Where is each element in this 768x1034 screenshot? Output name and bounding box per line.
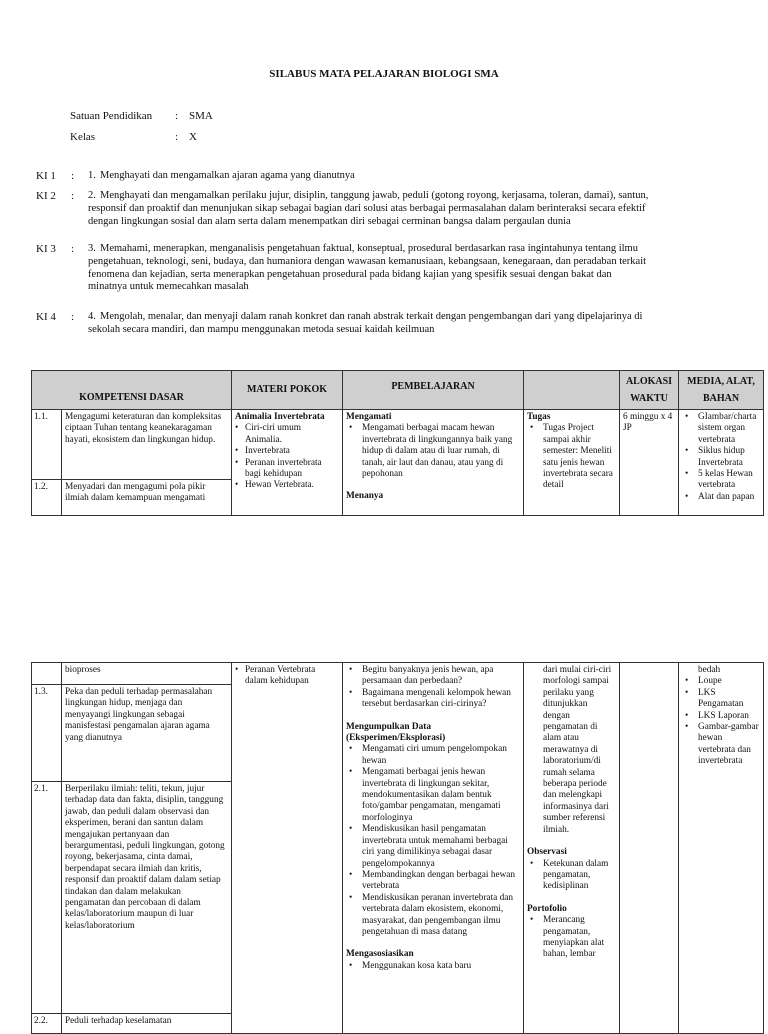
kd-text: Peka dan peduli terhadap permasalahan lingkungan hidup, menjaga dan menyayangi lingkungan sebagai manisfestasi pengamalan ajaran agama yang dianutnya bbox=[62, 685, 232, 782]
kd-text: Menyadari dan mengagumi pola pikir ilmiah dalam kemampuan mengamati bbox=[62, 480, 232, 516]
ki-4-text: Mengolah, menalar, dan menyaji dalam ranah konkret dan ranah abstrak terkait dengan pengembangan dari yang dipelajarinya di sekolah secara mandiri, dan mampu menggunakan metoda sesuai kaidah keilmuan bbox=[88, 311, 643, 335]
kd-number: 1.2. bbox=[32, 480, 62, 516]
alokasi-waktu-cell bbox=[620, 663, 679, 1034]
ki-3-num: 3. bbox=[88, 243, 96, 254]
kd-number: 2.2. bbox=[32, 1014, 62, 1034]
meta-value-kelas: X bbox=[189, 131, 197, 143]
media-cell: bedah • Loupe • LKS Pengamatan • LKS Laporan • Gambar-gambar hewan vertebrata dan invertebrata bbox=[679, 663, 764, 1034]
ki-4-sep: : bbox=[71, 311, 75, 323]
ki-1-num: 1. bbox=[88, 170, 96, 181]
syllabus-table-page-2 bbox=[31, 662, 764, 1034]
header-alokasi-waktu: ALOKASI WAKTU bbox=[620, 371, 679, 410]
materi-pokok-cell: • Peranan Vertebrata dalam kehidupan bbox=[232, 663, 343, 1034]
ki-1-text: Menghayati dan mengamalkan ajaran agama yang dianutnya bbox=[100, 170, 355, 181]
syllabus-table-page-1 bbox=[31, 370, 764, 516]
kd-text: Peduli terhadap keselamatan bbox=[62, 1014, 232, 1034]
pembelajaran-cell: • Begitu banyaknya jenis hewan, apa persamaan dan perbedaan? • Bagaimana mengenali kelompok hewan tersebut berdasarkan ciri-cirinya? Mengumpulkan Data (Eksperimen/Eksplorasi) • Mengamati ciri umum pengelompokan hewan • Mengamati berbagai jenis hewan invertebrata di lingkungan sekitar, mendokumentasikan dalam bentuk foto/gambar pengamatan, mengamati morfologinya • Mendiskusikan hasil pengamatan invertebrata untuk memahami berbagai ciri yang dimilikinya sebagai dasar pengelompokannya • Membandingkan dengan berbagai hewan vertebrata • Mendiskusikan peranan invertebrata dan vertebrata dalam ekosistem, ekonomi, masyarakat, dan pengembangan ilmu pengetahuan di masa datang Mengasosiasikan • Menggunakan kosa kata baru bbox=[343, 663, 524, 1034]
ki-2-text: Menghayati dan mengamalkan perilaku jujur, disiplin, tanggung jawab, peduli (gotong royong, kerjasama, toleran, damai), santun, responsif dan proaktif dan menunjukan sikap sebagai bagian dari solusi atas berbagai permasalahan dalam berinteraksi secara efektif dengan lingkungan sosial dan alam serta dalam menempatkan diri sebagai cerminan bangsa dalam pergaulan dunia bbox=[88, 190, 649, 227]
kd-number: 1.3. bbox=[32, 685, 62, 782]
alokasi-waktu-cell: 6 minggu x 4 JP bbox=[620, 410, 679, 516]
header-kompetensi-dasar: KOMPETENSI DASAR bbox=[32, 371, 232, 410]
kd-number bbox=[32, 663, 62, 685]
pembelajaran-cell: Mengamati • Mengamati berbagai macam hewan invertebrata di lingkungannya baik yang hidup di dalam atau di luar rumah, di tanah, air laut dan danau, atau yang di pepohonan Menanya bbox=[343, 410, 524, 516]
ki-2-label: KI 2 bbox=[36, 190, 56, 202]
ki-2-sep: : bbox=[71, 190, 75, 202]
materi-pokok-cell: Animalia Invertebrata • Ciri-ciri umum Animalia. • Invertebrata • Peranan invertebrata bagi kehidupan • Hewan Vertebrata. bbox=[232, 410, 343, 516]
meta-sep-satuan: : bbox=[175, 110, 179, 122]
header-media-alat-bahan: MEDIA, ALAT, BAHAN bbox=[679, 371, 764, 410]
kd-number: 1.1. bbox=[32, 410, 62, 480]
kd-text: bioproses bbox=[62, 663, 232, 685]
media-cell: • GIambar/charta sistem organ vertebrata • Siklus hidup Invertebrata • 5 kelas Hewan vertebrata • Alat dan papan bbox=[679, 410, 764, 516]
ki-3-sep: : bbox=[71, 243, 75, 255]
ki-4-num: 4. bbox=[88, 311, 96, 322]
ki-3-label: KI 3 bbox=[36, 243, 56, 255]
header-penilaian bbox=[524, 371, 620, 410]
ki-3-text: Memahami, menerapkan, menganalisis pengetahuan faktual, konseptual, prosedural berdasarkan rasa ingintahunya tentang ilmu pengetahuan, teknologi, seni, budaya, dan humaniora dengan wawasan kemanusiaan, kebangsaan, kenegaraan, dan peradaban terkait fenomena dan kejadian, serta menerapkan pengetahuan prosedural pada bidang kajian yang spesifik sesuai dengan bakat dan minatnya untuk memecahkan masalah bbox=[88, 243, 647, 293]
header-pembelajaran: PEMBELAJARAN bbox=[343, 371, 524, 410]
meta-label-satuan: Satuan Pendidikan bbox=[70, 110, 153, 122]
ki-1-label: KI 1 bbox=[36, 170, 56, 182]
ki-1-sep: : bbox=[71, 170, 75, 182]
meta-label-kelas: Kelas bbox=[70, 131, 96, 143]
meta-value-satuan: SMA bbox=[189, 110, 213, 122]
penilaian-cell: dari mulai ciri-ciri morfologi sampai perilaku yang ditunjukkan dengan pengamatan di alam atau merawatnya di laboratorium/di rumah selama beberapa periode dan melengkapi informasinya dari sumber referensi ilmiah. Observasi • Ketekunan dalam pengamatan, kedisiplinan Portofolio • Merancang pengamatan, menyiapkan alat bahan, lembar bbox=[524, 663, 620, 1034]
ki-4-label: KI 4 bbox=[36, 311, 56, 323]
ki-2-num: 2. bbox=[88, 190, 96, 201]
header-materi-pokok: MATERI POKOK bbox=[232, 371, 343, 410]
kd-number: 2.1. bbox=[32, 782, 62, 1014]
kd-text: Mengagumi keteraturan dan kompleksitas ciptaan Tuhan tentang keanekaragaman hayati, ekosistem dan lingkungan hidup. bbox=[62, 410, 232, 480]
penilaian-cell: Tugas • Tugas Project sampai akhir semester: Meneliti satu jenis hewan invertebrata secara detail bbox=[524, 410, 620, 516]
page-title: SILABUS MATA PELAJARAN BIOLOGI SMA bbox=[269, 68, 499, 80]
meta-sep-kelas: : bbox=[175, 131, 179, 143]
kd-text: Berperilaku ilmiah: teliti, tekun, jujur terhadap data dan fakta, disiplin, tanggung jawab, dan peduli dalam observasi dan eksperimen, berani dan santun dalam mengajukan pertanyaan dan berargumentasi, peduli lingkungan, gotong royong, bekerjasama, cinta damai, berpendapat secara ilmiah dan kritis, responsif dan proaktif dalam dalam setiap tindakan dan dalam melakukan pengamatan dan percobaan di dalam kelas/laboratorium maupun di luar kelas/laboratorium bbox=[62, 782, 232, 1014]
